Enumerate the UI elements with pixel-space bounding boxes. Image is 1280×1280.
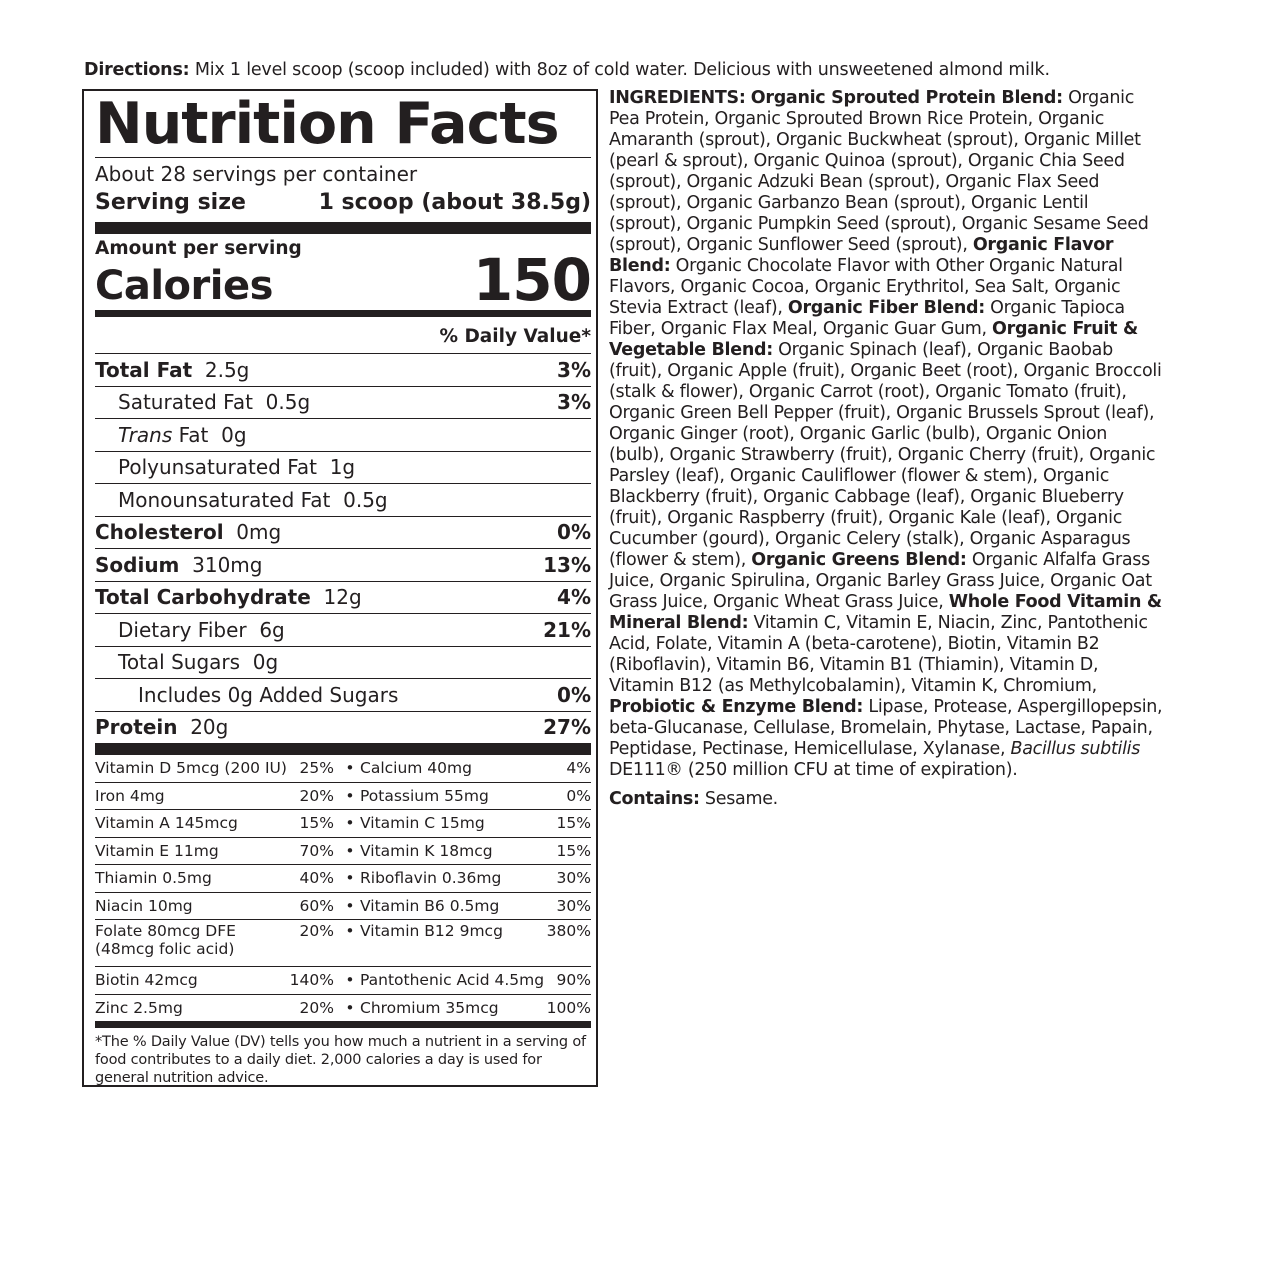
nutrient-amount: 0.5g [265,390,311,415]
vitamin-row [95,994,591,1025]
calories-label: Calories [95,263,273,309]
bullet: • [345,896,355,915]
mineral-name: Vitamin C 15mg [360,814,485,833]
vitamin-dv: 15% [299,814,334,833]
vitamins-minerals-body [95,755,591,1025]
vitamin-name: Thiamin 0.5mg [95,869,212,888]
nutrient-amount: 0mg [236,520,282,545]
nutrient-row-sodium [95,549,591,582]
nutrient-row-monounsaturated-fat [95,484,591,517]
mineral-dv: 380% [546,922,591,940]
nutrient-row-dietary-fiber [95,614,591,647]
nutrient-row-cholesterol [95,517,591,550]
nutrient-name: Total Carbohydrate [95,585,311,610]
bullet: • [345,971,355,990]
vitamin-row [95,810,591,838]
servings-per-container: About 28 servings per container [95,162,418,186]
serving-size-row [95,188,591,234]
directions-text: Mix 1 level scoop (scoop included) with 8oz of cold water. Delicious with unsweetened almond milk. [189,60,1050,80]
nutrient-dv: 27% [543,715,591,740]
bullet: • [345,786,355,805]
nutrient-row-added-sugars [95,679,591,712]
greens-blend-label: Organic Greens Blend: [751,550,967,570]
vitamin-name-cell [95,892,289,920]
mineral-name: Riboflavin 0.36mg [360,869,502,888]
directions-label: Directions: [84,60,190,80]
nutrient-amount: 6g [259,617,285,642]
bullet: • [345,814,355,833]
greens-blend-text: Organic Alfalfa Grass Juice, Organic Spirulina, Organic Barley Grass Juice, Organic Oat Grass Juice, Organic Wheat Grass Juice, [609,550,1152,612]
vitamin-name: Folate 80mcg DFE [95,922,236,940]
fiber-blend-text: Organic Tapioca Fiber, Organic Flax Meal, Organic Guar Gum, [609,298,1125,339]
vitamin-name: Iron 4mg [95,786,165,805]
vitamin-dv: 25% [299,759,334,778]
daily-value-header: % Daily Value* [95,317,591,354]
nutrient-row-polyunsaturated-fat [95,452,591,485]
mineral-name: Vitamin B12 9mcg [360,922,503,940]
vitamin-name-cell [95,920,289,967]
nutrient-name: Saturated Fat [118,390,253,415]
vitamin-row [95,782,591,810]
nutrient-row-total-fat [95,354,591,387]
mineral-name: Pantothenic Acid 4.5mg [360,971,545,990]
amount-per-serving: Amount per serving [95,238,302,259]
nutrient-amount: 2.5g [204,357,250,382]
vitamin-name: Biotin 42mcg [95,971,198,990]
ingredients-block [609,88,1164,810]
flavor-blend-text: Organic Chocolate Flavor with Other Organic Natural Flavors, Organic Cocoa, Organic Erythritol, Sea Salt, Organic Stevia Extract (leaf), [609,256,1123,318]
nutrient-dv: 21% [543,617,591,642]
vitamin-dv: 140% [289,971,334,990]
mineral-dv: 15% [556,814,591,833]
nutrition-facts-panel [82,89,598,1087]
mineral-name: Chromium 35mcg [360,998,499,1017]
vitamin-row [95,755,591,782]
nutrient-name-italic: Trans [118,422,173,447]
nutrient-name: Total Fat [95,357,193,382]
bullet: • [345,998,355,1017]
vitamin-mineral-blend-label: Whole Food Vitamin & Mineral Blend: [609,592,1162,633]
vitamin-dv: 20% [299,786,334,805]
vitamin-row [95,837,591,865]
nutrient-amount: 0g [221,422,247,447]
mineral-dv: 30% [556,896,591,915]
vitamin-row [95,865,591,893]
vitamin-name-cell [95,994,289,1025]
bacillus-name: Bacillus subtilis [1010,739,1141,759]
bullet: • [345,922,355,940]
vitamin-mineral-blend-text: Vitamin C, Vitamin E, Niacin, Zinc, Pantothenic Acid, Folate, Vitamin A (beta-carotene), Biotin, Vitamin B2 (Riboflavin), Vitamin B6, Vitamin B1 (Thiamin), Vitamin D, Vitamin B12 (as Methylcobalamin), Vitamin K, Chromium, [609,613,1148,696]
nutrient-amount: 310mg [192,552,263,577]
nutrient-amount: 12g [323,585,362,610]
nutrient-row-saturated-fat [95,387,591,420]
mineral-dv: 15% [556,841,591,860]
mineral-name: Calcium 40mg [360,759,472,778]
nutrient-row-trans-fat [95,419,591,452]
vitamin-name-cell [95,755,289,782]
serving-size-value: 1 scoop (about 38.5g) [318,190,591,215]
nutrient-name: Polyunsaturated Fat [118,455,317,480]
bullet: • [345,759,355,778]
nutrient-amount: 20g [190,715,229,740]
nutrient-dv: 0% [557,682,591,707]
vitamin-name-cell [95,865,289,893]
vitamin-name: Vitamin E 11mg [95,841,219,860]
protein-blend-label: Organic Sprouted Protein Blend: [750,88,1063,108]
mineral-dv: 0% [566,786,591,805]
probiotic-enzyme-blend-label: Probiotic & Enzyme Blend: [609,697,864,717]
nutrient-dv: 3% [557,390,591,415]
vitamin-row [95,967,591,995]
nutrient-amount: 0g [252,650,279,675]
flavor-blend-label: Organic Flavor Blend: [609,235,1114,276]
nutrition-facts-title: Nutrition Facts [95,91,591,158]
nutrient-name: Total Sugars [118,650,241,675]
vitamin-name-cell [95,810,289,838]
nutrient-name: Includes 0g Added Sugars [138,682,399,707]
nutrient-dv: 3% [557,357,591,382]
ingredients-text [609,88,1164,781]
nutrient-row-total-sugars [95,647,591,680]
nutrient-row-total-carbohydrate [95,582,591,615]
bullet: • [345,869,355,888]
nutrient-dv: 0% [557,520,591,545]
nutrient-name: Fat [178,422,209,447]
vitamin-name: Vitamin A 145mcg [95,814,238,833]
vitamin-name: Vitamin D 5mcg (200 IU) [95,759,287,778]
nutrient-row-protein [95,712,591,756]
vitamin-name-cell [95,837,289,865]
mineral-name: Vitamin K 18mcg [360,841,493,860]
nutrient-name: Cholesterol [95,520,224,545]
fiber-blend-label: Organic Fiber Blend: [787,298,985,318]
daily-value-footnote: *The % Daily Value (DV) tells you how much a nutrient in a serving of food contributes to a daily diet. 2,000 calories a day is used for general nutrition advice. [95,1034,586,1086]
nutrient-name: Dietary Fiber [118,617,247,642]
bacillus-text: DE111® (250 million CFU at time of expiration). [609,760,1018,780]
bullet: • [345,841,355,860]
vitamin-name: Niacin 10mg [95,896,193,915]
probiotic-enzyme-blend-text: Lipase, Protease, Aspergillopepsin, beta-Glucanase, Cellulase, Bromelain, Phytase, Lactase, Papain, Peptidase, Pectinase, Hemicellulase, Xylanase, [609,697,1163,759]
vitamin-name-cell [95,782,289,810]
vitamin-dv: 70% [299,841,334,860]
nutrient-name: Monounsaturated Fat [118,487,331,512]
mineral-name: Potassium 55mg [360,786,489,805]
nutrient-dv: 13% [543,552,591,577]
ingredients-label: INGREDIENTS: [609,88,746,108]
contains-label: Contains: [609,789,700,809]
contains-text: Sesame. [699,789,778,809]
vitamin-dv: 20% [299,922,334,940]
vitamin-name-cell [95,967,289,995]
vitamin-dv: 40% [299,869,334,888]
vitamin-name-sub: (48mcg folic acid) [95,940,235,958]
vitamin-name: Zinc 2.5mg [95,998,183,1017]
protein-blend-text: Organic Pea Protein, Organic Sprouted Brown Rice Protein, Organic Amaranth (sprout), Organic Buckwheat (sprout), Organic Millet (pearl & sprout), Organic Quinoa (sprout), Organic Chia Seed (sprout), Organic Adzuki Bean (sprout), Organic Flax Seed (sprout), Organic Garbanzo Bean (sprout), Organic Lentil (sprout), Organic Pumpkin Seed (sprout), Organic Sesame Seed (sprout), Organic Sunflower Seed (sprout), [609,88,1149,255]
calories-value: 150 [472,246,591,314]
nutrient-amount: 0.5g [343,487,388,512]
mineral-dv: 100% [546,998,591,1017]
nutrient-amount: 1g [329,455,356,480]
fruit-vegetable-blend-text: Organic Spinach (leaf), Organic Baobab (fruit), Organic Apple (fruit), Organic Beet (root), Organic Broccoli (stalk & flower), Organic Carrot (root), Organic Tomato (fruit), Organic Green Bell Pepper (fruit), Organic Brussels Sprout (leaf), Organic Ginger (root), Organic Garlic (bulb), Organic Onion (bulb), Organic Strawberry (fruit), Organic Cherry (fruit), Organic Parsley (leaf), Organic Cauliflower (flower & stem), Organic Blackberry (fruit), Organic Cabbage (leaf), Organic Blueberry (fruit), Organic Raspberry (fruit), Organic Kale (leaf), Organic Cucumber (gourd), Organic Celery (stalk), Organic Asparagus (flower & stem), [609,340,1162,570]
contains-statement [609,789,1164,810]
vitamin-row [95,920,591,967]
mineral-dv: 90% [556,971,591,990]
directions [84,58,1204,82]
nutrient-name: Sodium [95,552,180,577]
nutrient-name: Protein [95,715,178,740]
mineral-dv: 4% [566,759,591,778]
serving-size-label: Serving size [95,190,246,215]
vitamin-dv: 60% [299,896,334,915]
mineral-name: Vitamin B6 0.5mg [360,896,500,915]
vitamin-row [95,892,591,920]
vitamin-dv: 20% [299,998,334,1017]
nutrient-dv: 4% [557,585,591,610]
vitamins-minerals-table [95,755,591,1028]
fruit-vegetable-blend-label: Organic Fruit & Vegetable Blend: [609,319,1138,360]
mineral-dv: 30% [556,869,591,888]
